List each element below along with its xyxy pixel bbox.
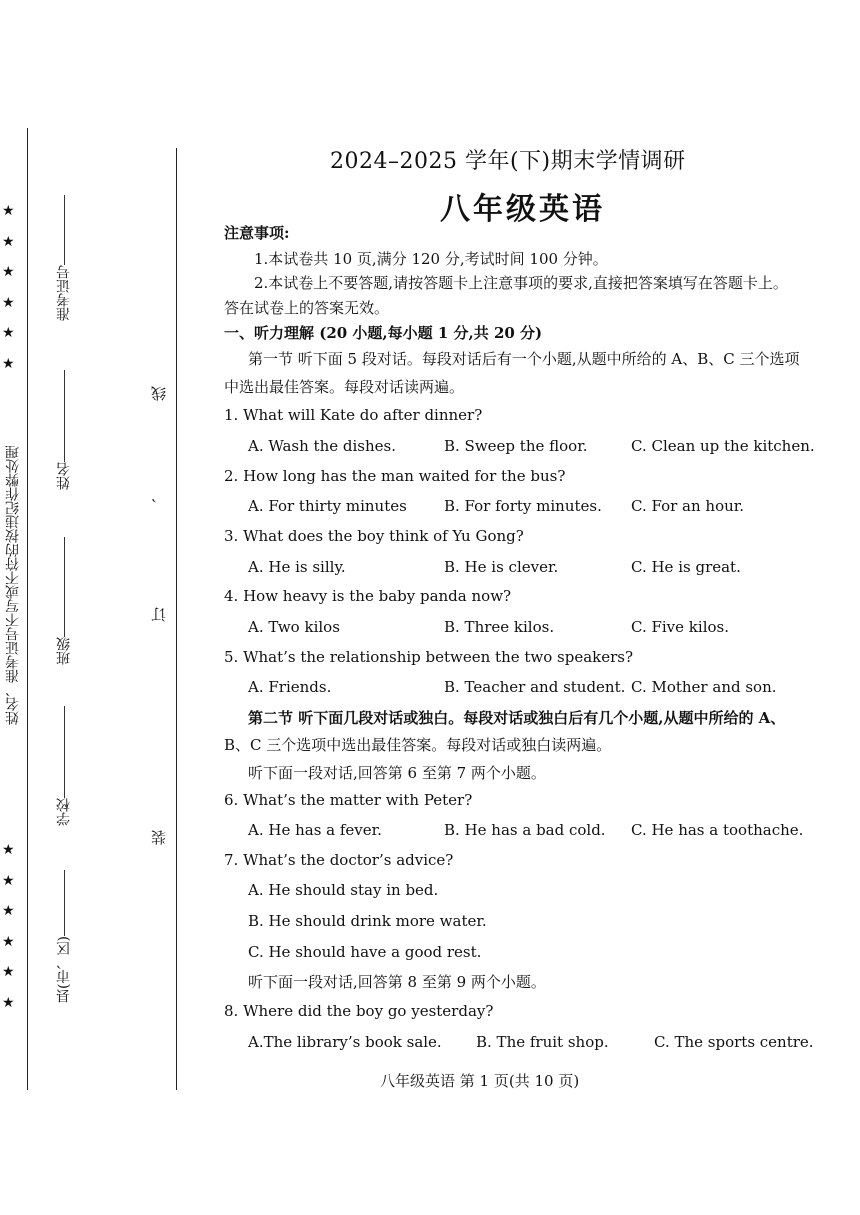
field-school[interactable] <box>54 706 74 826</box>
option-c: C. The sports centre. <box>654 1033 814 1051</box>
option-a: A. Wash the dishes. <box>248 437 396 455</box>
field-blank <box>64 537 65 637</box>
section-heading: 一、听力理解 (20 小题,每小题 1 分,共 20 分) <box>224 324 543 342</box>
star-icon: ★ <box>2 203 15 219</box>
exam-subject: 八年级英语 <box>440 192 605 227</box>
option-b: B. For forty minutes. <box>444 497 602 515</box>
instruction-q6-7: 听下面一段对话,回答第 6 至第 7 两个小题。 <box>248 764 546 782</box>
part2-instruction: 第二节 听下面几段对话或独白。每段对话或独白后有几个小题,从题中所给的 A、 <box>248 709 786 727</box>
option-a: A. He has a fever. <box>248 821 382 839</box>
part2-instruction-cont: B、C 三个选项中选出最佳答案。每段对话或独白读两遍。 <box>224 736 612 754</box>
field-label: 准考证号 <box>56 265 72 321</box>
question-8: 8. Where did the boy go yesterday? <box>224 1002 494 1020</box>
binding-char-zhuang: 装 <box>150 830 168 845</box>
option-c: C. Clean up the kitchen. <box>631 437 815 455</box>
option-b: B. He should drink more water. <box>248 912 487 930</box>
option-c: C. He has a toothache. <box>631 821 804 839</box>
field-label: 姓名 <box>56 462 72 490</box>
binding-char-xian: 线 <box>150 386 168 401</box>
question-6: 6. What’s the matter with Peter? <box>224 791 473 809</box>
field-blank <box>64 195 65 265</box>
star-icon: ★ <box>2 325 15 341</box>
option-b: B. Sweep the floor. <box>444 437 588 455</box>
question-2: 2. How long has the man waited for the bus? <box>224 467 566 485</box>
star-icon: ★ <box>2 842 15 858</box>
binding-warning: 姓名、准考证号不写或不符的按违纪作弊处理 <box>5 445 21 725</box>
option-a: A. For thirty minutes <box>248 497 407 515</box>
page-footer: 八年级英语 第 1 页(共 10 页) <box>380 1072 580 1090</box>
star-icon: ★ <box>2 903 15 919</box>
question-7: 7. What’s the doctor’s advice? <box>224 851 454 869</box>
option-c: C. Five kilos. <box>631 618 729 636</box>
field-name[interactable] <box>54 370 74 490</box>
option-c: C. He should have a good rest. <box>248 943 482 961</box>
note-1: 1.本试卷共 10 页,满分 120 分,考试时间 100 分钟。 <box>254 250 608 268</box>
option-a: A. He is silly. <box>248 558 346 576</box>
question-1: 1. What will Kate do after dinner? <box>224 406 483 424</box>
option-b: B. Three kilos. <box>444 618 555 636</box>
option-b: B. Teacher and student. <box>444 678 626 696</box>
option-a: A. Friends. <box>248 678 332 696</box>
option-b: B. He has a bad cold. <box>444 821 606 839</box>
field-county[interactable] <box>54 870 74 1003</box>
question-3: 3. What does the boy think of Yu Gong? <box>224 527 524 545</box>
part1-instruction-cont: 中选出最佳答案。每段对话读两遍。 <box>224 378 465 396</box>
option-b: B. The fruit shop. <box>476 1033 609 1051</box>
star-icon: ★ <box>2 872 15 889</box>
field-blank <box>64 706 65 798</box>
option-c: C. For an hour. <box>631 497 745 515</box>
field-label: 县(市、区) <box>56 936 72 1003</box>
binding-char-ding: 订 <box>150 607 168 622</box>
star-icon: ★ <box>2 264 15 280</box>
star-icon: ★ <box>2 355 15 372</box>
option-b: B. He is clever. <box>444 558 559 576</box>
field-label: 班级 <box>56 637 72 665</box>
field-exam-number[interactable] <box>54 195 74 321</box>
star-icon: ★ <box>2 933 15 950</box>
option-a: A.The library’s book sale. <box>248 1033 442 1051</box>
question-5: 5. What’s the relationship between the two speakers? <box>224 648 634 666</box>
star-icon: ★ <box>2 994 15 1011</box>
star-icon: ★ <box>2 233 15 250</box>
field-blank <box>64 370 65 462</box>
instruction-q8-9: 听下面一段对话,回答第 8 至第 9 两个小题。 <box>248 973 546 991</box>
star-column-top <box>2 196 15 379</box>
option-c: C. Mother and son. <box>631 678 777 696</box>
star-icon: ★ <box>2 294 15 311</box>
binding-line-left <box>27 128 28 1090</box>
binding-line-right <box>176 148 177 1090</box>
binding-char-comma: 、 <box>150 488 168 503</box>
option-c: C. He is great. <box>631 558 741 576</box>
star-icon: ★ <box>2 964 15 980</box>
star-column-bottom <box>2 835 15 1018</box>
note-2-cont: 答在试卷上的答案无效。 <box>224 299 390 317</box>
question-4: 4. How heavy is the baby panda now? <box>224 587 512 605</box>
option-a: A. He should stay in bed. <box>248 881 439 899</box>
exam-title: 2024–2025 学年(下)期末学情调研 <box>330 149 686 174</box>
field-label: 学校 <box>56 798 72 826</box>
field-class[interactable] <box>54 537 74 665</box>
option-a: A. Two kilos <box>248 618 340 636</box>
note-2: 2.本试卷上不要答题,请按答题卡上注意事项的要求,直接把答案填写在答题卡上。 <box>254 274 788 292</box>
field-blank <box>64 870 65 936</box>
notes-heading: 注意事项: <box>224 224 290 242</box>
part1-instruction: 第一节 听下面 5 段对话。每段对话后有一个小题,从题中所给的 A、B、C 三个选项 <box>248 350 800 368</box>
